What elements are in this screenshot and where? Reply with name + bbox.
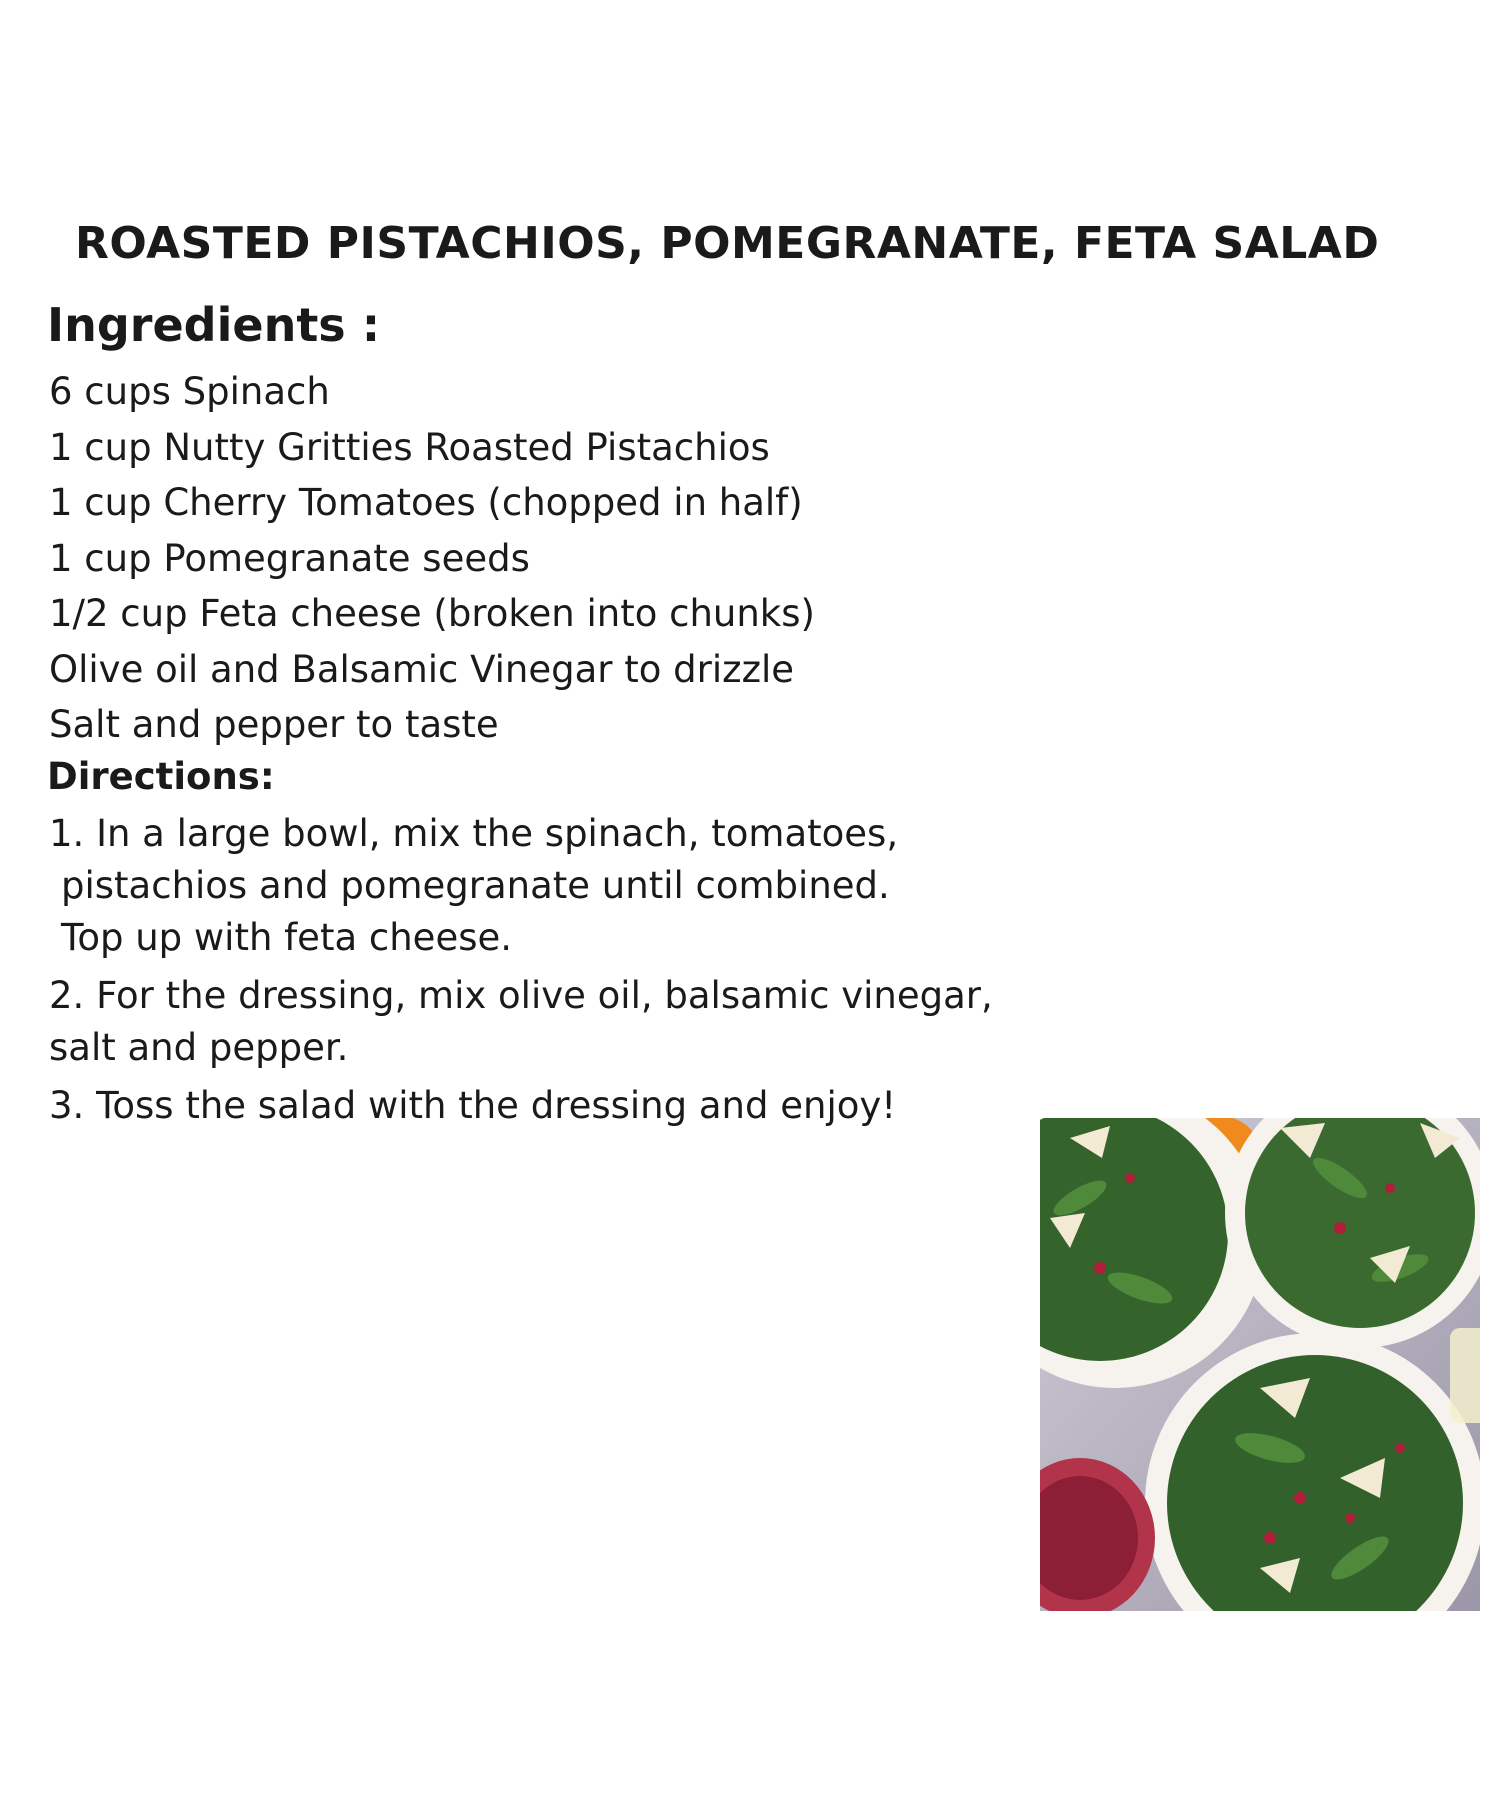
ingredient-item: Olive oil and Balsamic Vinegar to drizzle (49, 647, 795, 691)
direction-step (49, 970, 993, 1074)
recipe-title: ROASTED PISTACHIOS, POMEGRANATE, FETA SALAD (75, 218, 1380, 269)
ingredients-heading: Ingredients : (47, 298, 381, 352)
ingredients-list (49, 364, 815, 753)
direction-line: Top up with feta cheese. (61, 916, 513, 959)
direction-step (49, 1080, 993, 1132)
direction-line: 2. For the dressing, mix olive oil, balsamic vinegar, (49, 974, 993, 1017)
ingredient-item: 1 cup Pomegranate seeds (49, 536, 530, 580)
direction-line: 3. Toss the salad with the dressing and enjoy! (49, 1084, 897, 1127)
ingredient-item: 1 cup Cherry Tomatoes (chopped in half) (49, 481, 803, 524)
direction-step (49, 808, 993, 964)
directions-list (49, 808, 993, 1138)
direction-line: salt and pepper. (49, 1026, 349, 1069)
direction-line: pistachios and pomegranate until combined. (61, 864, 890, 907)
ingredient-item: 1/2 cup Feta cheese (broken into chunks) (49, 592, 815, 635)
ingredient-item: 6 cups Spinach (49, 370, 330, 413)
ingredient-item: Salt and pepper to taste (49, 703, 499, 746)
ingredient-item: 1 cup Nutty Gritties Roasted Pistachios (49, 425, 770, 469)
salad-photo (1040, 1118, 1480, 1611)
directions-heading: Directions: (47, 755, 275, 798)
direction-line: 1. In a large bowl, mix the spinach, tomatoes, (49, 812, 899, 855)
